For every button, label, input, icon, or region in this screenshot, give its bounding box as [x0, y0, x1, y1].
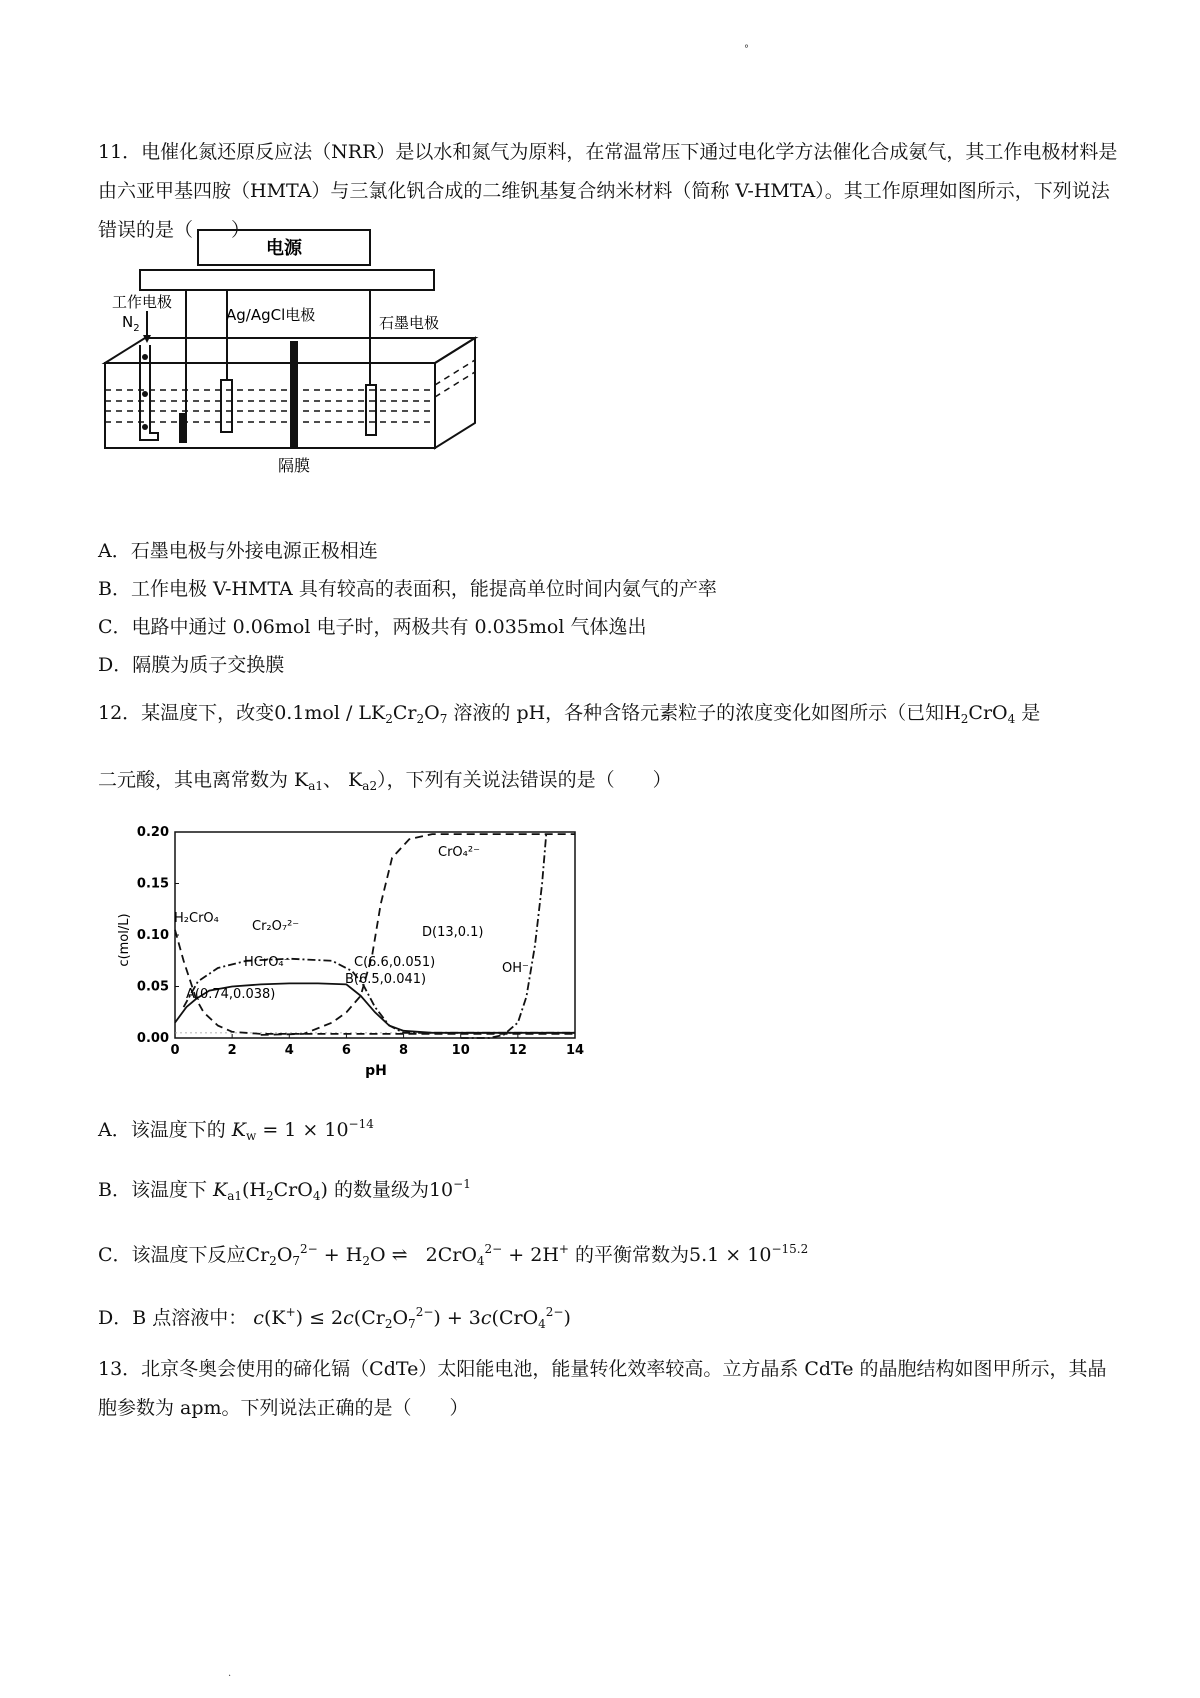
q12-stem-line1: 12．某温度下，改变$0.1mol / LK_2Cr_2O_7$ 溶液的 pH，各种含铬元素粒子的浓度变化如图所示（已知$H_2CrO_4$ 是	[98, 702, 1041, 726]
series-line-cro4-2-	[261, 834, 575, 1035]
q12-stem-line2: 二元酸，其电离常数为 $K_{a1}$、 $K_{a2}$），下列有关说法错误的是（ ）	[98, 769, 672, 793]
metal-electrode	[179, 413, 187, 443]
q11-option-d: D．隔膜为质子交换膜	[98, 654, 285, 676]
q12-option-a: A．该温度下的 $K_w = 1 \times 10^{-14}$	[98, 1117, 374, 1143]
membrane	[290, 341, 298, 448]
q12-option-d: D．B 点溶液中： $c(K^+) \le 2c(Cr_2O_7^{2-}) + 3c(CrO_4^{2-})$	[98, 1305, 571, 1331]
graphite-electrode-label: 石墨电极	[379, 314, 440, 332]
label-hcro4: HCrO₄⁻	[244, 955, 291, 970]
q11-options	[98, 532, 717, 684]
q11-stem-text: 11．电催化氮还原反应法（NRR）是以水和氮气为原料，在常温常压下通过电化学方法催化合成氨气，其工作电极材料是由六亚甲基四胺（HMTA）与三氯化钒合成的二维钒基复合纳米材料（简称 V-HMTA）。其工作原理如图所示，下列说法错误的是（ ）	[98, 141, 1118, 241]
label-point-d: D(13,0.1)	[422, 925, 484, 940]
q11-option-b: B．工作电极 V-HMTA 具有较高的表面积，能提高单位时间内氨气的产率	[98, 578, 717, 600]
membrane-label: 隔膜	[278, 456, 311, 475]
y-tick-label: 0.00	[136, 1031, 169, 1046]
y-tick-label: 0.10	[136, 928, 169, 943]
x-tick-label: 0	[170, 1043, 180, 1058]
x-tick-label: 6	[341, 1043, 351, 1058]
working-electrode-label: 工作电极	[112, 293, 173, 311]
wire-bar	[140, 270, 434, 290]
q13-stem-text: 13．北京冬奥会使用的碲化镉（CdTe）太阳能电池，能量转化效率较高。立方晶系 CdTe 的晶胞结构如图甲所示，其晶胞参数为 apm。下列说法正确的是（ ）	[98, 1358, 1107, 1419]
label-oh: OH⁻	[502, 961, 529, 976]
chart-ylabel: c(mol/L)	[117, 913, 132, 967]
q12-option-b: B．该温度下 $K_{a1}(H_2CrO_4)$ 的数量级为$10^{-1}$	[98, 1177, 471, 1203]
y-tick-label: 0.20	[136, 825, 169, 840]
x-tick-label: 4	[284, 1043, 294, 1058]
question-13-stem	[98, 1350, 1118, 1428]
chromium-species-chart	[110, 820, 590, 1080]
label-point-c: C(6.6,0.051)	[354, 955, 436, 970]
x-tick-label: 14	[565, 1043, 585, 1058]
label-point-b: B(6.5,0.041)	[345, 972, 427, 987]
q12-option-c: C．该温度下反应$Cr_2O_7^{2-} + H_2O$ ⇌ 2CrO$_4^{2-}$ + 2H+ 的平衡常数为$5.1 \times 10^{-15.2}$	[98, 1242, 809, 1268]
q11-option-c: C．电路中通过 0.06mol 电子时，两极共有 0.035mol 气体逸出	[98, 616, 647, 638]
x-tick-label: 10	[451, 1043, 470, 1058]
y-tick-label: 0.15	[136, 876, 169, 892]
label-point-a: A(0.74,0.038)	[186, 987, 276, 1002]
top-mark: °	[744, 44, 749, 55]
power-supply-label: 电源	[266, 238, 302, 259]
label-h2cro4: H₂CrO₄	[174, 911, 219, 926]
x-tick-label: 8	[399, 1043, 409, 1058]
chart-xlabel: pH	[365, 1063, 387, 1079]
x-tick-label: 12	[508, 1043, 527, 1058]
n2-label: $N_2$	[122, 313, 140, 334]
label-cr2o7: Cr₂O₇²⁻	[252, 919, 300, 934]
y-tick-label: 0.05	[136, 979, 169, 995]
bottom-mark: .	[228, 1668, 232, 1679]
q11-option-a: A．石墨电极与外接电源正极相连	[98, 540, 378, 562]
electrolysis-diagram	[100, 225, 480, 480]
agcl-electrode-label: Ag/AgCl电极	[226, 306, 316, 324]
x-tick-label: 2	[227, 1043, 237, 1058]
label-cro4: CrO₄²⁻	[438, 845, 480, 860]
